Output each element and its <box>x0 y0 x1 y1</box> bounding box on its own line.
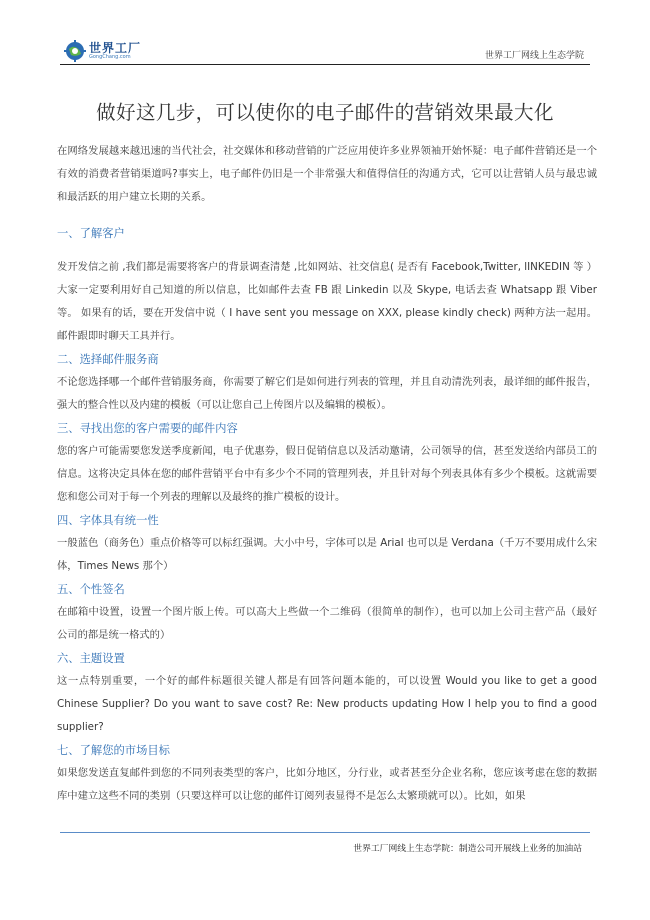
section-body: 发开发信之前 ,我们都是需要将客户的背景调查清楚 ,比如网站、社交信息( 是否有 Facebook,Twitter, lINKEDIN 等 ）大家一定要利用好自己知道的所以信息，比如邮件去查 FB 跟 Linkedin 以及 Skype, 电话去查 Whatsapp 跟 Viber 等。 如果有的话，要在开发信中说（ I have sent you message on XXX, please kindly check) 两种方法一起用。邮件跟即时聊天工具并行。 <box>57 261 597 342</box>
globe-gear-icon <box>64 40 86 62</box>
logo-chinese: 世界工厂 <box>89 41 142 55</box>
section-body: 在邮箱中设置，设置一个图片版上传。可以高大上些做一个二维码（很简单的制作），也可以加上公司主营产品（最好公司的都是统一格式的） <box>57 606 597 641</box>
page-title: 做好这几步，可以使你的电子邮件的营销效果最大化 <box>96 101 554 124</box>
section-heading: 三、寻找出您的客户需要的邮件内容 <box>57 422 238 435</box>
header-site-name: 世界工厂网线上生态学院 <box>484 51 584 61</box>
section-heading: 一、了解客户 <box>57 227 125 240</box>
section-heading: 六、主题设置 <box>57 652 125 665</box>
article-body <box>57 140 597 808</box>
section-body: 如果您发送直复邮件到您的不同列表类型的客户，比如分地区，分行业，或者甚至分企业名称，您应该考虑在您的数据库中建立这些不同的类别（只要这样可以让您的邮件订阅列表显得不是怎么太繁琐就可以）。比如，如果 <box>57 767 597 802</box>
page-footer: 世界工厂网线上生态学院：制造公司开展线上业务的加油站 <box>353 844 582 854</box>
section-body: 一般蓝色（商务色）重点价格等可以标红强调。大小中号，字体可以是 Arial 也可以是 Verdana（千万不要用成什么宋体，Times News 那个） <box>57 537 597 572</box>
header-divider <box>60 64 590 65</box>
logo <box>64 40 141 62</box>
section-heading: 二、选择邮件服务商 <box>57 353 159 366</box>
page-header <box>60 36 590 66</box>
section-body: 您的客户可能需要您发送季度新闻，电子优惠券，假日促销信息以及活动邀请，公司领导的信，甚至发送给内部员工的信息。这将决定具体在您的邮件营销平台中有多少个不同的管理列表，并且针对每个列表具体有多少个模板。这就需要您和您公司对于每一个列表的理解以及最终的推广模板的设计。 <box>57 445 597 503</box>
intro-paragraph: 在网络发展越来越迅速的当代社会，社交媒体和移动营销的广泛应用使许多业界领袖开始怀疑：电子邮件营销还是一个有效的消费者营销渠道吗?事实上，电子邮件仍旧是一个非常强大和值得信任的沟通方式，它可以让营销人员与最忠诚和最活跃的用户建立长期的关系。 <box>57 145 597 203</box>
footer-divider <box>60 832 590 833</box>
section-body: 不论您选择哪一个邮件营销服务商，你需要了解它们是如何进行列表的管理，并且自动清洗列表，最详细的邮件报告，强大的整合性以及内建的模板（可以让您自己上传图片以及编辑的模板）。 <box>57 376 597 411</box>
section-heading: 七、了解您的市场目标 <box>57 744 170 757</box>
section-body: 这一点特别重要，一个好的邮件标题很关键人都是有回答问题本能的，可以设置 Would you like to get a good Chinese Supplier? Do you want to save cost? Re: New products updating How I help you to find a good supplier? <box>57 675 597 733</box>
section-heading: 四、字体具有统一性 <box>57 514 159 527</box>
section-heading: 五、个性签名 <box>57 583 125 596</box>
logo-english: GongChang.com <box>89 54 131 60</box>
